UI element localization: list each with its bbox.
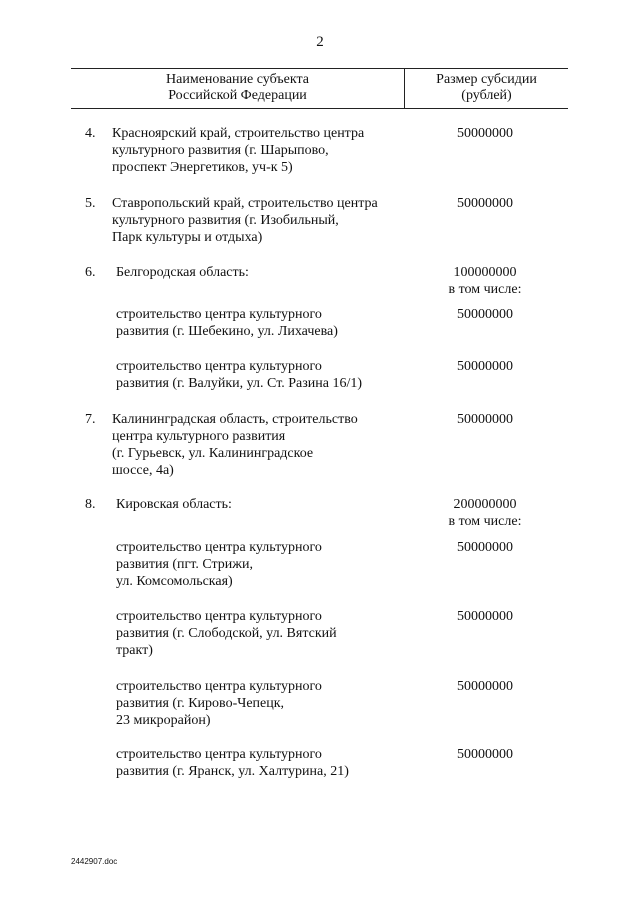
row-text — [116, 496, 416, 513]
row-amount — [420, 608, 550, 625]
row-text-line: ул. Комсомольская) — [116, 574, 233, 589]
header-amount-line2: (рублей) — [461, 88, 512, 103]
row-amount — [420, 358, 550, 375]
row-amount-value: 50000000 — [457, 747, 513, 762]
row-amount-value: 50000000 — [457, 196, 513, 211]
row-amount — [420, 125, 550, 142]
row-text-line: строительство центра культурного — [116, 747, 322, 762]
row-text-line: Кировская область: — [116, 497, 232, 512]
document-filename: 2442907.doc — [71, 857, 118, 866]
row-text-line: культурного развития (г. Шарыпово, — [112, 143, 329, 158]
row-text-line: развития (г. Яранск, ул. Халтурина, 21) — [116, 764, 349, 779]
row-text — [112, 125, 412, 176]
row-text-line: строительство центра культурного — [116, 359, 322, 374]
row-number: 6. — [85, 265, 96, 280]
row-text — [112, 195, 412, 246]
row-text-line: строительство центра культурного — [116, 307, 322, 322]
row-amount-value: 50000000 — [457, 126, 513, 141]
row-number: 4. — [85, 126, 96, 141]
row-text-line: строительство центра культурного — [116, 679, 322, 694]
row-text-line: (г. Гурьевск, ул. Калининградское — [112, 446, 314, 461]
row-amount-note: в том числе: — [448, 514, 522, 529]
row-amount — [420, 306, 550, 323]
row-text — [116, 678, 416, 729]
page-number: 2 — [316, 34, 324, 50]
row-text-line: Красноярский край, строительство центра — [112, 126, 365, 141]
row-text-line: Калининградская область, строительство — [112, 412, 358, 427]
row-number: 5. — [85, 196, 96, 211]
row-amount-value: 50000000 — [457, 307, 513, 322]
row-text-line: строительство центра культурного — [116, 609, 322, 624]
row-amount-value: 200000000 — [453, 497, 517, 512]
header-amount-cell — [405, 72, 568, 104]
row-text — [112, 411, 412, 479]
row-text-line: шоссе, 4а) — [112, 463, 174, 478]
row-number: 8. — [85, 497, 96, 512]
row-amount — [420, 264, 550, 298]
row-amount-value: 50000000 — [457, 359, 513, 374]
row-text-line: строительство центра культурного — [116, 540, 322, 555]
row-text-line: проспект Энергетиков, уч-к 5) — [112, 160, 293, 175]
row-text-line: Парк культуры и отдыха) — [112, 230, 263, 245]
header-amount-line1: Размер субсидии — [436, 72, 537, 87]
row-text-line: центра культурного развития — [112, 429, 286, 444]
row-amount-value: 50000000 — [457, 679, 513, 694]
row-text — [116, 264, 416, 281]
header-name-line2: Российской Федерации — [168, 88, 307, 103]
row-text-line: культурного развития (г. Изобильный, — [112, 213, 339, 228]
row-text-line: Белгородская область: — [116, 265, 249, 280]
row-text-line: развития (пгт. Стрижи, — [116, 557, 253, 572]
row-amount — [420, 746, 550, 763]
row-text-line: Ставропольский край, строительство центра — [112, 196, 378, 211]
row-text-line: 23 микрорайон) — [116, 713, 211, 728]
row-text — [116, 608, 416, 659]
header-name-line1: Наименование субъекта — [166, 72, 309, 87]
row-amount-value: 100000000 — [453, 265, 517, 280]
row-text — [116, 306, 416, 340]
row-text-line: развития (г. Шебекино, ул. Лихачева) — [116, 324, 338, 339]
row-text-line: развития (г. Кирово-Чепецк, — [116, 696, 285, 711]
row-amount-value: 50000000 — [457, 540, 513, 555]
row-amount-value: 50000000 — [457, 412, 513, 427]
row-amount — [420, 195, 550, 212]
row-amount-note: в том числе: — [448, 282, 522, 297]
row-text-line: тракт) — [116, 643, 153, 658]
row-amount — [420, 678, 550, 695]
header-name-cell — [71, 72, 404, 104]
row-amount — [420, 496, 550, 530]
row-amount-value: 50000000 — [457, 609, 513, 624]
row-text — [116, 358, 416, 392]
row-text-line: развития (г. Валуйки, ул. Ст. Разина 16/1) — [116, 376, 363, 391]
row-text-line: развития (г. Слободской, ул. Вятский — [116, 626, 337, 641]
row-text — [116, 539, 416, 590]
row-amount — [420, 539, 550, 556]
row-text — [116, 746, 416, 780]
row-number: 7. — [85, 412, 96, 427]
row-amount — [420, 411, 550, 428]
table-header — [71, 68, 568, 109]
